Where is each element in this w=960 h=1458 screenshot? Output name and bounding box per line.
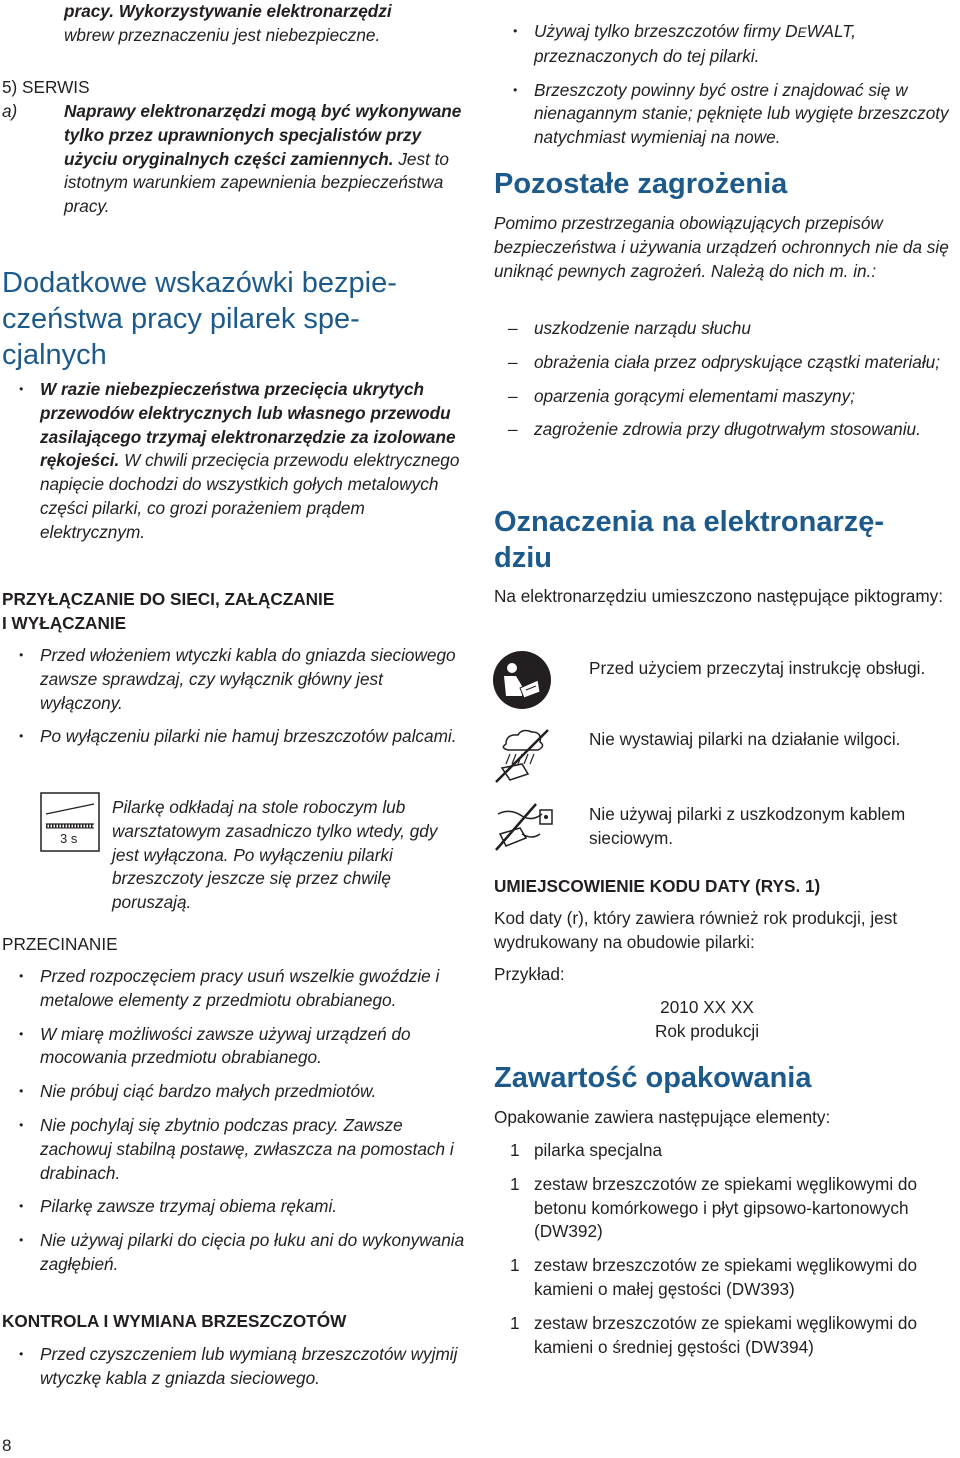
extra-bullet-rest: W chwili przecięcia przewodu elektrycznego napięcie dochodzi do wszystkich gołych metalowych części pilarki, co grozi porażeniem prądem elektrycznym. — [40, 450, 460, 542]
intro-text — [64, 0, 464, 48]
contents-list — [494, 1139, 960, 1369]
list-item: – uszkodzenie narządu słuchu — [494, 317, 960, 341]
residual-list — [494, 317, 960, 452]
list-item: • Nie używaj pilarki do cięcia po łuku ani do wykonywania zagłębień. — [0, 1229, 470, 1277]
extra-safety-heading — [2, 265, 472, 373]
list-item: • Po wyłączeniu pilarki nie hamuj brzeszczotów palcami. — [0, 725, 470, 749]
extra-heading-line-2: czeństwa pracy pilarek spe- — [2, 303, 360, 335]
marks-heading-line-1: Oznaczenia na elektronarzę- — [494, 506, 885, 538]
list-item: • Przed czyszczeniem lub wymianą brzeszczotów wyjmij wtyczkę kabla z gniazda sieciowego. — [0, 1343, 470, 1391]
bullet1-post: , przeznaczonych do tej pilarki. — [534, 21, 856, 66]
list-item: – oparzenia gorącymi elementami maszyny; — [494, 385, 960, 409]
list-item: – zagrożenie zdrowia przy długotrwałym stosowaniu. — [494, 418, 960, 442]
intro-line-1: pracy. Wykorzystywanie elektronarzędzi — [64, 1, 392, 21]
cutting-heading: PRZECINANIE — [2, 934, 118, 954]
serwis-heading: 5) SERWIS — [2, 77, 90, 97]
extra-bullet-bold: W razie niebezpieczeństwa przecięcia ukrytych przewodów elektrycznych lub własnego przewodu zasilającego trzymaj elektronarzędzie za izolowane rękojeści. — [40, 379, 456, 471]
list-item — [494, 20, 960, 69]
extra-safety-list — [0, 378, 470, 555]
pictogram-rain-text: Nie wystawiaj pilarki na działanie wilgoci. — [589, 729, 901, 749]
list-item — [494, 1139, 960, 1163]
serwis-a-rest: Jest to istotnym warunkiem zapewnienia bezpieczeństwa pracy. — [64, 148, 449, 217]
damaged-cable-icon — [492, 800, 556, 856]
serwis-a-bold: Naprawy elektronarzędzi mogą być wykonywane tylko przez uprawnionych specjalistów przy użyciu oryginalnych części zamiennych. — [64, 101, 462, 169]
cutting-list — [0, 965, 470, 1287]
extra-heading-line-1: Dodatkowe wskazówki bezpie- — [2, 267, 397, 299]
page-number: 8 — [2, 1436, 12, 1455]
power-heading — [2, 588, 334, 636]
item-qty: 1 — [510, 1255, 520, 1276]
power-heading-line-2: I WYŁĄCZANIE — [2, 612, 127, 633]
residual-heading: Pozostałe zagrożenia — [494, 168, 788, 200]
list-item: • Przed włożeniem wtyczki kabla do gniazda sieciowego zawsze sprawdzaj, czy wyłącznik główny jest wyłączony. — [0, 644, 470, 715]
list-item: • Brzeszczoty powinny być ostre i znajdować się w nienagannym stanie; pęknięte lub wygięte brzeszczoty natychmiast wymieniaj na nowe. — [494, 79, 960, 150]
item-text: zestaw brzeszczotów ze spiekami węglikowymi do kamieni o małej gęstości (DW393) — [534, 1255, 918, 1299]
pictogram-read-text: Przed użyciem przeczytaj instrukcję obsługi. — [589, 658, 926, 678]
marks-heading-line-2: dziu — [494, 542, 552, 574]
blade-stop-timer-icon — [40, 792, 100, 852]
list-item — [494, 1173, 960, 1244]
power-list — [0, 644, 470, 759]
read-manual-icon — [492, 650, 552, 710]
blades-heading: KONTROLA I WYMIANA BRZESZCZOTÓW — [2, 1311, 347, 1331]
list-item — [494, 1254, 960, 1302]
example-code-value: 2010 XX XX — [660, 997, 754, 1017]
serwis-a-marker: a) — [2, 101, 18, 121]
contents-heading: Zawartość opakowania — [494, 1062, 812, 1094]
power-heading-line-1: PRZYŁĄCZANIE DO SIECI, ZAŁĄCZANIE — [2, 589, 335, 609]
example-label: Przykład: — [494, 964, 565, 984]
bullet1-smallcap: E — [797, 25, 807, 40]
item-text: zestaw brzeszczotów ze spiekami węglikowymi do betonu komórkowego i płyt gipsowo-kartonowych (DW392) — [534, 1173, 918, 1242]
date-code-text: Kod daty (r), który zawiera również rok produkcji, jest wydrukowany na obudowie pilarki: — [494, 908, 898, 952]
list-item: • Nie pochylaj się zbytnio podczas pracy. Zawsze zachowuj stabilną postawę, zwłaszcza na pomostach i drabinach. — [0, 1114, 470, 1185]
list-item — [494, 1312, 960, 1360]
pictogram-cable-text: Nie używaj pilarki z uszkodzonym kablem sieciowym. — [589, 804, 906, 848]
date-code-heading: UMIEJSCOWIENIE KODU DATY (RYS. 1) — [494, 876, 821, 896]
no-rain-icon — [492, 726, 552, 786]
list-item: • Pilarkę zawsze trzymaj obiema rękami. — [0, 1195, 470, 1219]
bullet1-pre: Używaj tylko brzeszczotów firmy D — [534, 21, 798, 41]
timer-text: Pilarkę odkładaj na stole roboczym lub warsztatowym zasadniczo tylko wtedy, gdy jest wyłączona. Po wyłączeniu pilarki brzeszczoty jeszcze się przez chwilę poruszają. — [112, 797, 438, 913]
extra-heading-line-3: cjalnych — [2, 339, 107, 371]
example-caption: Rok produkcji — [654, 1020, 760, 1041]
item-qty: 1 — [510, 1312, 520, 1333]
list-item: – obrażenia ciała przez odpryskujące cząstki materiału; — [494, 351, 960, 375]
marks-intro: Na elektronarzędziu umieszczono następujące piktogramy: — [494, 586, 944, 606]
residual-intro: Pomimo przestrzegania obowiązujących przepisów bezpieczeństwa i używania urządzeń ochronnych nie da się uniknąć pewnych zagrożeń. Należą do nich m. in.: — [494, 213, 949, 281]
bullet1-brand: WALT — [806, 21, 852, 41]
intro-line-2: wbrew przeznaczeniu jest niebezpieczne. — [64, 24, 381, 45]
list-item: • Nie próbuj ciąć bardzo małych przedmiotów. — [0, 1080, 470, 1104]
list-item — [0, 378, 470, 545]
timer-icon-label: 3 s — [60, 831, 78, 846]
item-qty: 1 — [510, 1140, 520, 1160]
blades-list — [0, 1343, 470, 1401]
serwis-a-text — [64, 100, 464, 219]
list-item: • W miarę możliwości zawsze używaj urządzeń do mocowania przedmiotu obrabianego. — [0, 1023, 470, 1071]
item-text: pilarka specjalna — [534, 1140, 663, 1160]
example-code — [494, 996, 960, 1044]
marks-heading — [494, 504, 960, 576]
blade-bullets — [494, 20, 960, 160]
list-item: • Przed rozpoczęciem pracy usuń wszelkie gwoździe i metalowe elementy z przedmiotu obrabianego. — [0, 965, 470, 1013]
item-qty: 1 — [510, 1173, 520, 1194]
contents-intro: Opakowanie zawiera następujące elementy: — [494, 1107, 831, 1127]
item-text: zestaw brzeszczotów ze spiekami węglikowymi do kamieni o średniej gęstości (DW394) — [534, 1312, 918, 1357]
